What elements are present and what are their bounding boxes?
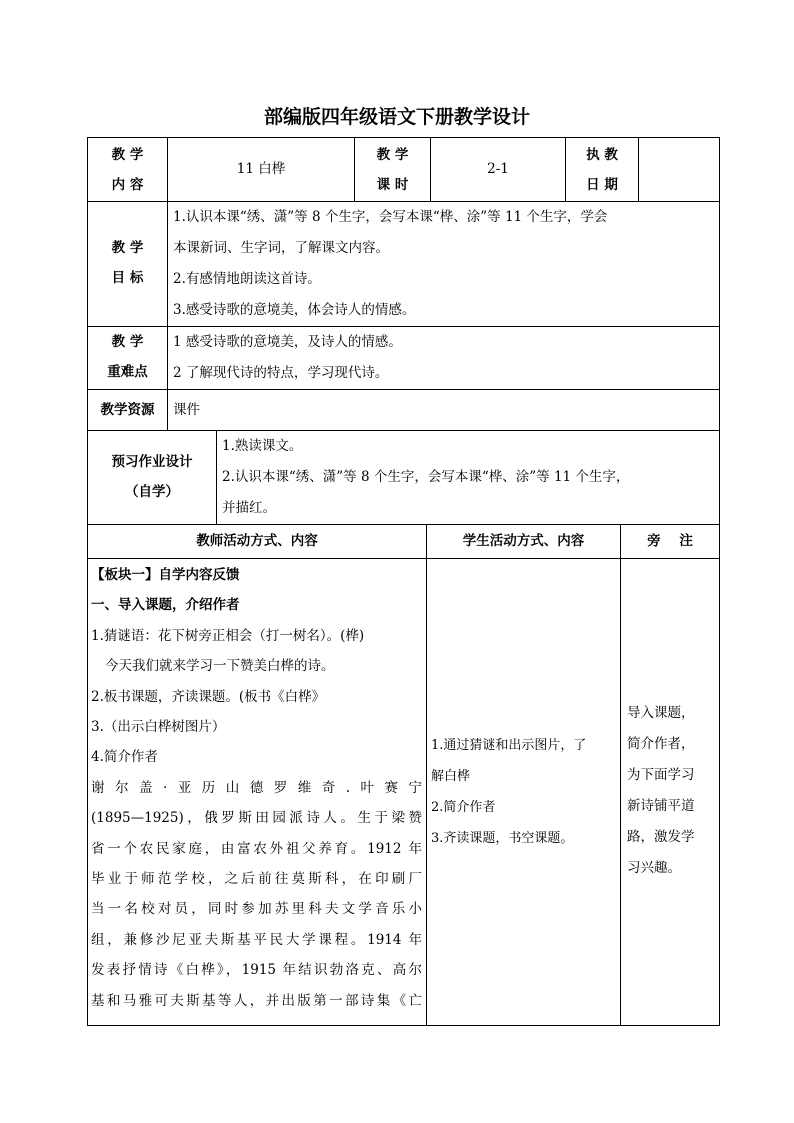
student-content: [431, 730, 618, 854]
notes-line: 习兴趣。: [627, 860, 681, 876]
hours-value: 2-1: [487, 161, 509, 177]
notes-content: [627, 698, 717, 884]
preview-label: 预习作业设计 （自学）: [111, 454, 193, 500]
hours-label: 教 学 课 时: [376, 147, 409, 193]
preview-content: [222, 431, 718, 524]
keypoint-line-1: 1 感受诗歌的意境美，及诗人的情感。: [173, 334, 402, 350]
content-value: 11 白桦: [236, 161, 286, 177]
goals-label: 教 学 目 标: [111, 240, 144, 286]
student-line: 3.齐读课题，书空课题。: [431, 831, 574, 846]
teacher-content: [91, 560, 422, 1016]
notes-line: 简介作者，: [627, 736, 695, 752]
teacher-line: 当一名校对员，同时参加苏里科夫文学音乐小: [91, 901, 422, 918]
notes-line: 路，激发学: [627, 829, 695, 845]
resources-value: 课件: [173, 402, 200, 418]
preview-line-1: 1.熟读课文。: [222, 438, 303, 454]
notes-line: 导入课题，: [627, 705, 695, 721]
teacher-line: 谢尔盖·亚历山德罗维奇.叶赛宁: [91, 779, 422, 796]
teacher-line: 2.板书课题，齐读课题。(板书《白桦》: [91, 688, 326, 705]
date-label: 执 教 日 期: [586, 147, 618, 193]
goal-line-3: 3.感受诗歌的意境美，体会诗人的情感。: [173, 302, 416, 318]
keypoint-line-2: 2 了解现代诗的特点，学习现代诗。: [173, 365, 389, 381]
keypoints-label: 教 学 重难点: [107, 334, 148, 380]
teacher-line: 毕业于师范学校，之后前往莫斯科，在印刷厂: [91, 871, 422, 888]
teacher-line: 组，兼修沙尼亚夫斯基平民大学课程。1914 年: [91, 931, 422, 948]
keypoints-content: [173, 327, 717, 389]
section-title: 一、导入课题，介绍作者: [91, 597, 240, 614]
notes-line: 为下面学习: [627, 767, 695, 783]
page-title: 部编版四年级语文下册教学设计: [263, 106, 530, 128]
goal-line-1b: 本课新词、生字词，了解课文内容。: [173, 240, 389, 256]
teacher-line: 今天我们就来学习一下赞美白桦的诗。: [105, 658, 335, 675]
goal-line-2: 2.有感情地朗读这首诗。: [173, 271, 321, 287]
teacher-line: 3.（出示白桦树图片）: [91, 719, 226, 736]
teacher-line: (1895—1925)，俄罗斯田园派诗人。生于梁赞: [91, 810, 422, 827]
teacher-line: 发表抒情诗《白桦》，1915 年结识勃洛克、高尔: [91, 962, 422, 979]
teacher-line: 4.简介作者: [91, 749, 158, 766]
teacher-line: 省一个农民家庭，由富农外祖父养育。1912 年: [91, 840, 422, 857]
column-header-student: 学生活动方式、内容: [462, 533, 585, 549]
teacher-line: 1.猜谜语：花下树旁正相会（打一树名）。(桦): [91, 627, 365, 644]
student-line: 2.简介作者: [431, 800, 496, 815]
goal-line-1: 1.认识本课“绣、潇”等 8 个生字，会写本课“桦、涂”等 11 个生字，学会: [173, 209, 608, 225]
preview-line-2: 2.认识本课“绣、潇”等 8 个生字，会写本课“桦、涂”等 11 个生字，: [222, 469, 630, 485]
student-line: 1.通过猜谜和出示图片，了: [431, 738, 587, 753]
preview-line-3: 并描红。: [222, 500, 276, 516]
goals-content: [173, 202, 717, 326]
student-line: 解白桦: [431, 769, 471, 784]
block-title: 【板块一】自学内容反馈: [91, 567, 240, 583]
column-header-teacher: 教师活动方式、内容: [196, 533, 318, 549]
teacher-line: 基和马雅可夫斯基等人，并出版第一部诗集《亡: [91, 992, 422, 1009]
column-header-notes: 旁 注: [647, 533, 693, 549]
notes-line: 新诗铺平道: [627, 798, 695, 814]
resources-label: 教学资源: [100, 402, 155, 418]
content-label: 教 学 内 容: [111, 147, 144, 193]
